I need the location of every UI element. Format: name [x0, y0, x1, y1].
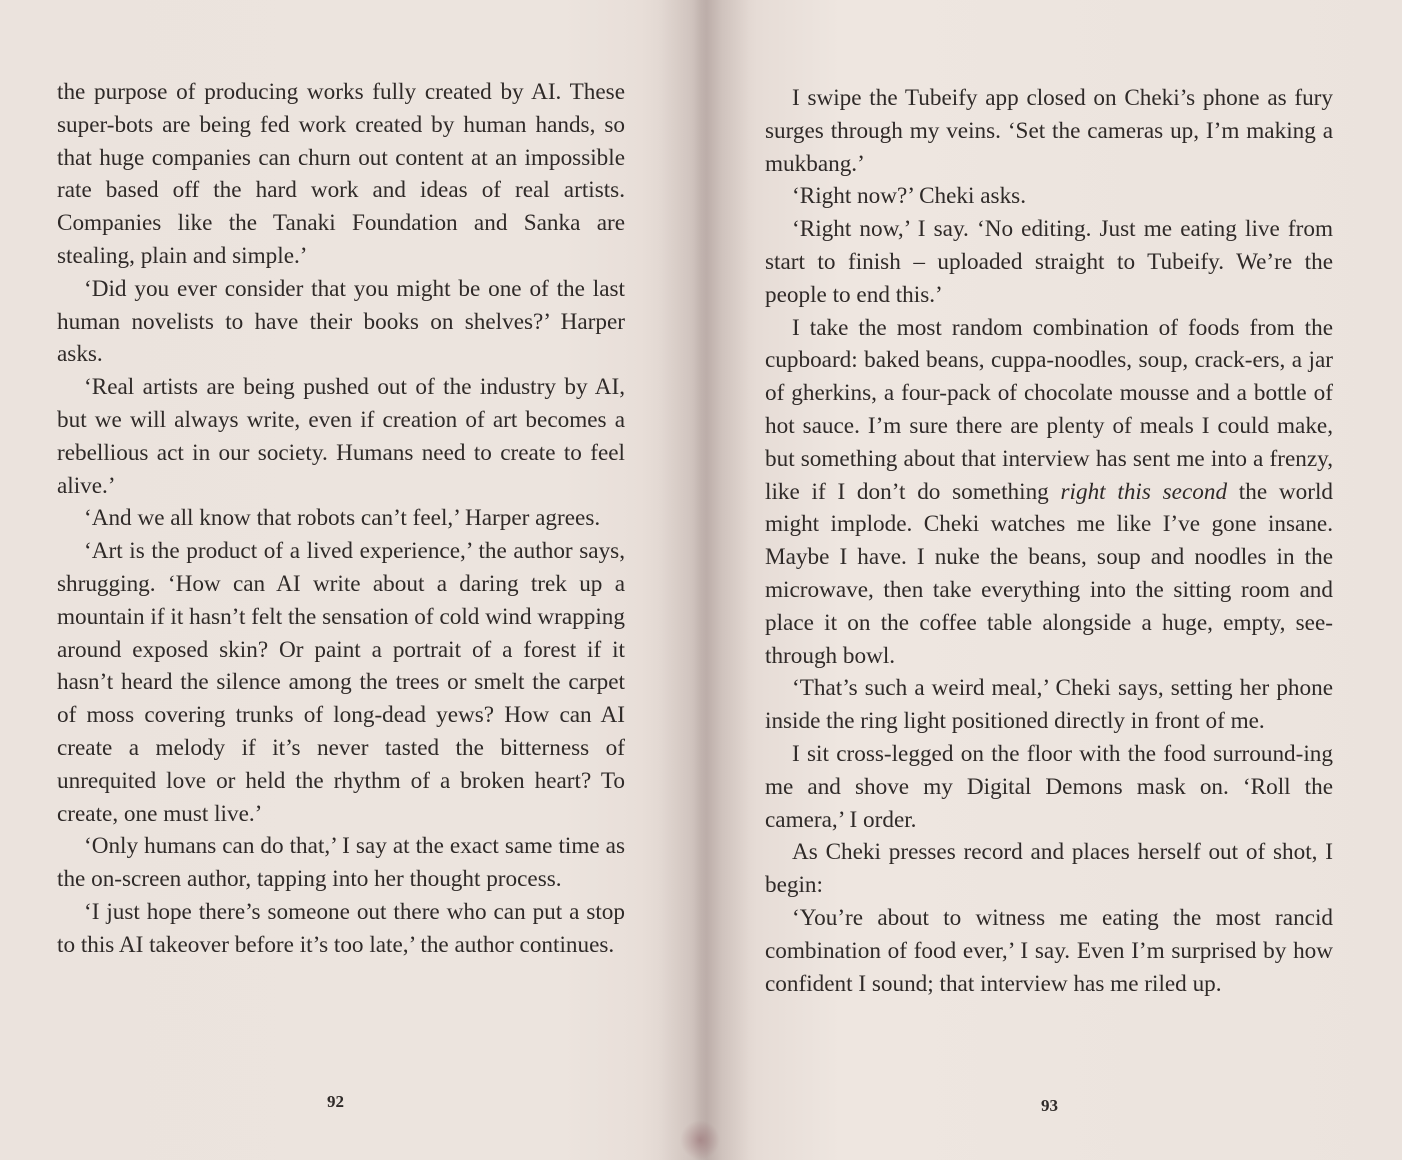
paragraph: ‘You’re about to witness me eating the most rancid combination of food ever,’ I say. Even I’m surprised by how confident I sound; that interview has me riled up. [765, 904, 1333, 997]
paragraph: I sit cross-legged on the floor with the food surround-ing me and shove my Digital Demons mask on. ‘Roll the camera,’ I order. [765, 740, 1333, 833]
paragraph: ‘That’s such a weird meal,’ Cheki says, setting her phone inside the ring light positioned directly in front of me. [765, 675, 1333, 735]
page-number-right: 93 [1041, 1096, 1058, 1115]
page-number-left: 92 [327, 1092, 344, 1111]
left-page-text [57, 76, 625, 962]
paragraph: ‘Right now?’ Cheki asks. [792, 183, 1026, 210]
gutter-mark [680, 1120, 720, 1160]
paragraph: ‘And we all know that robots can’t feel,’ Harper agrees. [84, 505, 601, 532]
right-page-text [765, 82, 1333, 1000]
paragraph: the purpose of producing works fully created by AI. These super-bots are being fed work created by human hands, so that huge companies can churn out content at an impossible rate based off the hard work and ideas of real artists. Companies like the Tanaki Foundation and Sanka are stealing, plain and simple.’ [57, 79, 625, 269]
paragraph-with-emphasis: I take the most random combination of foods from the cupboard: baked beans, cuppa-noodles, soup, crack-ers, a jar of gherkins, a four-pack of chocolate mousse and a bottle of hot sauce. I’m sure there are plenty of meals I could make, but something about that interview has sent me into a frenzy, like if I don’t do something right this second the world might implode. Cheki watches me like I’ve gone insane. Maybe I have. I nuke the beans, soup and noodles in the microwave, then take everything into the sitting room and place it on the coffee table alongside a huge, empty, see-through bowl. [765, 314, 1333, 669]
paragraph: ‘I just hope there’s someone out there who can put a stop to this AI takeover before it’s too late,’ the author continues. [57, 898, 625, 958]
paragraph: ‘Real artists are being pushed out of the industry by AI, but we will always write, even if creation of art becomes a rebellious act in our society. Humans need to create to feel alive.’ [57, 374, 625, 499]
emphasis-text: right this second [1060, 478, 1228, 505]
paragraph: ‘Did you ever consider that you might be one of the last human novelists to have their books on shelves?’ Harper asks. [57, 275, 625, 368]
gutter-shadow [640, 0, 750, 1160]
paragraph: I swipe the Tubeify app closed on Cheki’s phone as fury surges through my veins. ‘Set the cameras up, I’m making a mukbang.’ [765, 85, 1333, 177]
paragraph: ‘Art is the product of a lived experience,’ the author says, shrugging. ‘How can AI write about a daring trek up a mountain if it hasn’t felt the sensation of cold wind wrapping around exposed skin? Or paint a portrait of a forest if it hasn’t heard the silence among the trees or smelt the carpet of moss covering trunks of long-dead yews? How can AI create a melody if it’s never tasted the bitterness of unrequited love or held the rhythm of a broken heart? To create, one must live.’ [57, 538, 625, 827]
paragraph: ‘Right now,’ I say. ‘No editing. Just me eating live from start to finish – uploaded straight to Tubeify. We’re the people to end this.’ [765, 216, 1333, 308]
paragraph: ‘Only humans can do that,’ I say at the exact same time as the on-screen author, tapping into her thought process. [57, 833, 625, 893]
paragraph: As Cheki presses record and places herself out of shot, I begin: [765, 839, 1333, 899]
